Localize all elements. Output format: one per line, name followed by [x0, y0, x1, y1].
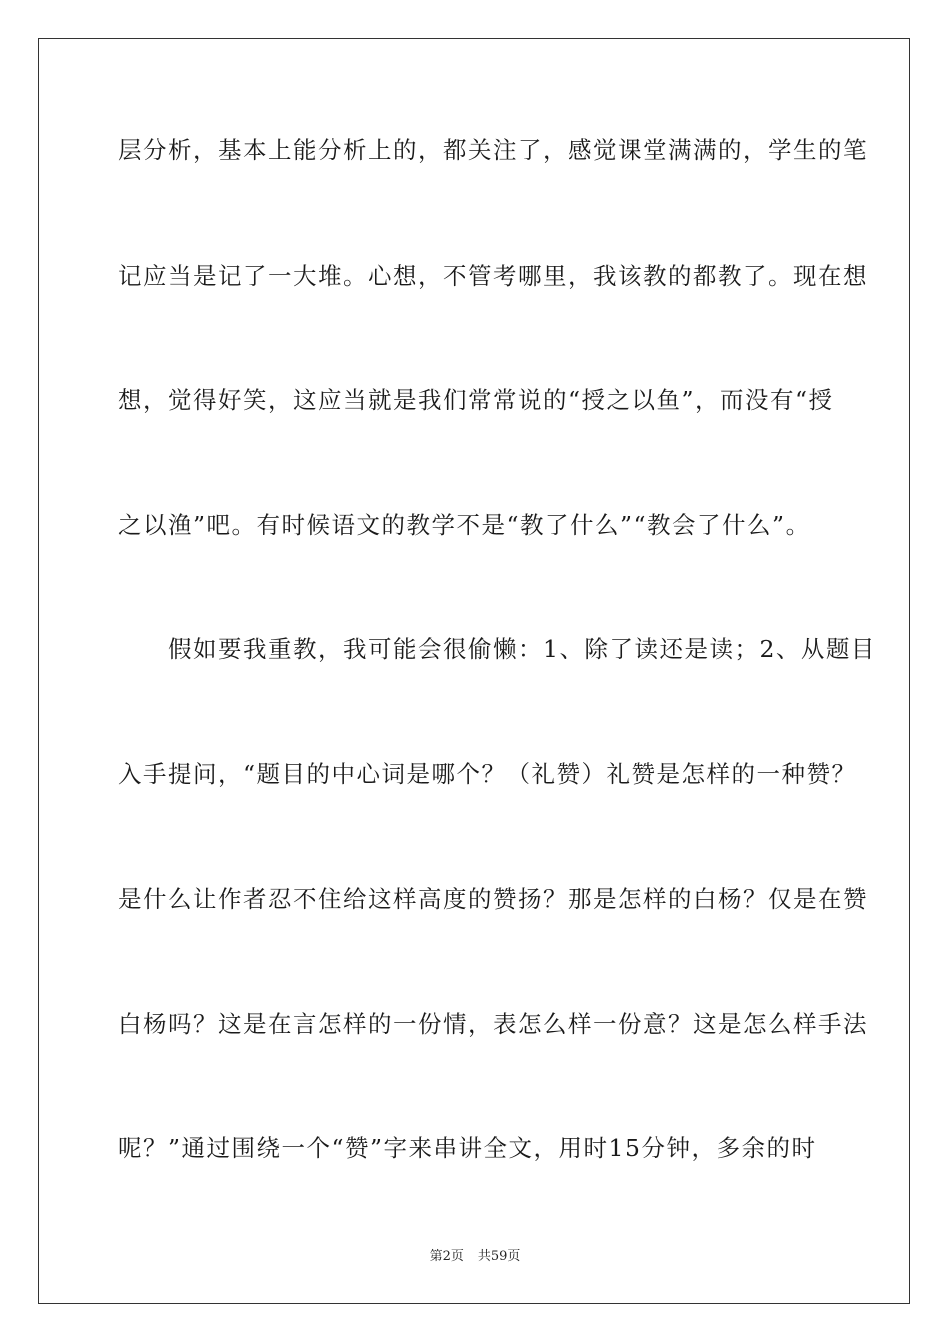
- text-line: 是什么让作者忍不住给这样高度的赞扬？那是怎样的白杨？仅是在赞: [118, 885, 868, 913]
- text-line: 记应当是记了一大堆。心想，不管考哪里，我该教的都教了。现在想: [118, 262, 868, 290]
- text-line: 层分析，基本上能分析上的，都关注了，感觉课堂满满的，学生的笔: [118, 136, 868, 164]
- page-total: 共59页: [477, 1249, 521, 1264]
- page-footer: [0, 1248, 950, 1266]
- text-line: 假如要我重教，我可能会很偷懒：1、除了读还是读；2、从题目: [118, 635, 876, 663]
- text-line: 之以渔”吧。有时候语文的教学不是“教了什么”“教会了什么”。: [118, 511, 811, 539]
- text-line: 呢？”通过围绕一个“赞”字来串讲全文，用时15分钟，多余的时: [118, 1134, 817, 1162]
- text-line: 入手提问，“题目的中心词是哪个？（礼赞）礼赞是怎样的一种赞？: [118, 760, 857, 788]
- page-border: [38, 38, 910, 1304]
- text-line: 白杨吗？这是在言怎样的一份情，表怎么样一份意？这是怎么样手法: [118, 1010, 868, 1038]
- page-number: 第2页: [429, 1249, 464, 1264]
- text-line: 想，觉得好笑，这应当就是我们常常说的“授之以鱼”，而没有“授: [118, 386, 834, 414]
